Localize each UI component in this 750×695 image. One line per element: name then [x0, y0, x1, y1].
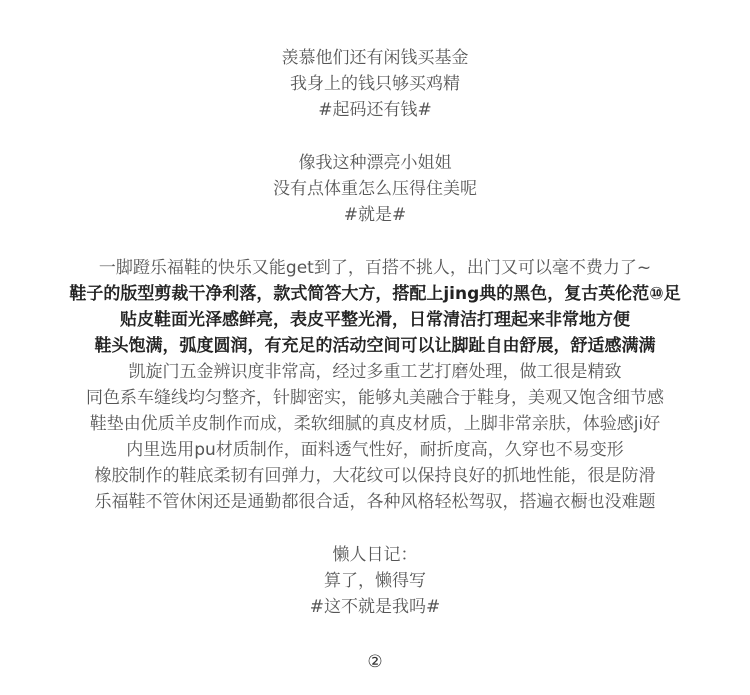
text-line: 懒人日记： [332, 545, 418, 565]
text-line: 橡胶制作的鞋底柔韧有回弹力，大花纹可以保持良好的抓地性能，很是防滑 [94, 466, 656, 486]
paragraph-1 [0, 45, 750, 123]
text-line: 我身上的钱只够买鸡精 [290, 74, 460, 94]
text-line: 羡慕他们还有闲钱买基金 [281, 48, 469, 68]
paragraph-gap [0, 515, 750, 542]
paragraph-gap [0, 620, 750, 647]
text-line: 凯旋门五金辨识度非常高，经过多重工艺打磨处理，做工很是精致 [128, 362, 622, 382]
text-line: 同色系车缝线均匀整齐，针脚密实，能够丸美融合于鞋身，美观又饱含细节感 [86, 388, 664, 408]
paragraph-gap [0, 123, 750, 150]
paragraph-3 [0, 255, 750, 515]
text-line: 一脚蹬乐福鞋的快乐又能get到了，百搭不挑人，出门又可以毫不费力了~ [98, 258, 652, 278]
text-line: 乐福鞋不管休闲还是通勤都很合适，各种风格轻松驾驭，搭遍衣橱也没难题 [94, 492, 656, 512]
bold-text-line: 鞋子的版型剪裁干净利落，款式简答大方，搭配上jing典的黑色，复古英伦范⑩足 [69, 284, 681, 304]
text-line: 没有点体重怎么压得住美呢 [273, 179, 477, 199]
hashtag-line: #起码还有钱# [318, 100, 432, 120]
hashtag-line: #这不就是我吗# [309, 597, 441, 617]
bold-text-line: 鞋头饱满，弧度圆润，有充足的活动空间可以让脚趾自由舒展，舒适感满满 [94, 336, 656, 356]
paragraph-2 [0, 150, 750, 228]
text-line: 像我这种漂亮小姐姐 [298, 153, 452, 173]
text-line: 算了，懒得写 [324, 571, 426, 591]
page-marker: ② [367, 652, 383, 672]
paragraph-4 [0, 542, 750, 620]
text-line: 鞋垫由优质羊皮制作而成，柔软细腻的真皮材质，上脚非常亲肤，体验感ji好 [89, 414, 661, 434]
hashtag-line: #就是# [343, 205, 407, 225]
paragraph-gap [0, 228, 750, 255]
text-line: 内里选用pu材质制作，面料透气性好，耐折度高，久穿也不易变形 [126, 440, 624, 460]
bold-text-line: 贴皮鞋面光泽感鲜亮，表皮平整光滑，日常清洁打理起来非常地方便 [120, 310, 630, 330]
